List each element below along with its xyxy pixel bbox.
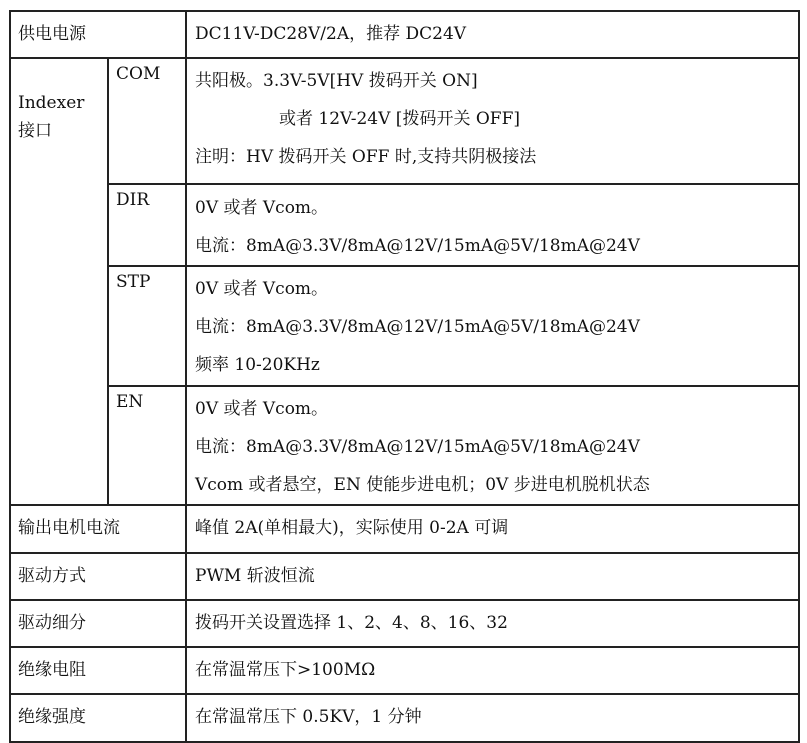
table-row-insulation-strength	[10, 694, 799, 742]
table-row-drive-mode	[10, 553, 799, 600]
en-value	[186, 386, 799, 505]
power-label: 供电电源	[10, 11, 186, 58]
table-row-dir	[10, 184, 799, 266]
com-label: COM	[108, 58, 186, 184]
microstep-label: 驱动细分	[10, 600, 186, 647]
stp-line2: 电流：8mA@3.3V/8mA@12V/15mA@5V/18mA@24V	[195, 317, 640, 337]
indexer-label	[10, 58, 108, 505]
microstep-value: 拨码开关设置选择 1、2、4、8、16、32	[186, 600, 799, 647]
table-row-en	[10, 386, 799, 505]
table-row-stp	[10, 266, 799, 386]
stp-label: STP	[108, 266, 186, 386]
power-value: DC11V-DC28V/2A，推荐 DC24V	[186, 11, 799, 58]
stp-line1: 0V 或者 Vcom。	[195, 279, 329, 299]
output-current-value: 峰值 2A(单相最大)，实际使用 0-2A 可调	[186, 505, 799, 553]
en-line3: Vcom 或者悬空，EN 使能步进电机；0V 步进电机脱机状态	[195, 475, 650, 495]
insulation-resistance-label: 绝缘电阻	[10, 647, 186, 694]
en-line2: 电流：8mA@3.3V/8mA@12V/15mA@5V/18mA@24V	[195, 437, 640, 457]
insulation-strength-label: 绝缘强度	[10, 694, 186, 742]
stp-line3: 频率 10-20KHz	[195, 355, 320, 375]
stp-value	[186, 266, 799, 386]
com-line2: 或者 12V-24V [拨码开关 OFF]	[279, 109, 521, 129]
com-line3: 注明：HV 拨码开关 OFF 时,支持共阴极接法	[195, 147, 537, 167]
dir-label: DIR	[108, 184, 186, 266]
dir-value	[186, 184, 799, 266]
output-current-label: 输出电机电流	[10, 505, 186, 553]
indexer-label-line1: Indexer	[18, 93, 85, 113]
com-line1: 共阳极。3.3V-5V[HV 拨码开关 ON]	[195, 71, 478, 91]
dir-line1: 0V 或者 Vcom。	[195, 198, 329, 218]
dir-line2: 电流：8mA@3.3V/8mA@12V/15mA@5V/18mA@24V	[195, 236, 640, 256]
table-row-com	[10, 58, 799, 184]
insulation-resistance-value: 在常温常压下>100MΩ	[186, 647, 799, 694]
table-row-microstep	[10, 600, 799, 647]
table-row-power	[10, 11, 799, 58]
drive-mode-value: PWM 斩波恒流	[186, 553, 799, 600]
table-row-output-current	[10, 505, 799, 553]
indexer-label-line2: 接口	[18, 121, 52, 141]
insulation-strength-value: 在常温常压下 0.5KV，1 分钟	[186, 694, 799, 742]
table-row-insulation-resistance	[10, 647, 799, 694]
com-value	[186, 58, 799, 184]
spec-table	[9, 10, 800, 743]
en-line1: 0V 或者 Vcom。	[195, 399, 329, 419]
drive-mode-label: 驱动方式	[10, 553, 186, 600]
en-label: EN	[108, 386, 186, 505]
